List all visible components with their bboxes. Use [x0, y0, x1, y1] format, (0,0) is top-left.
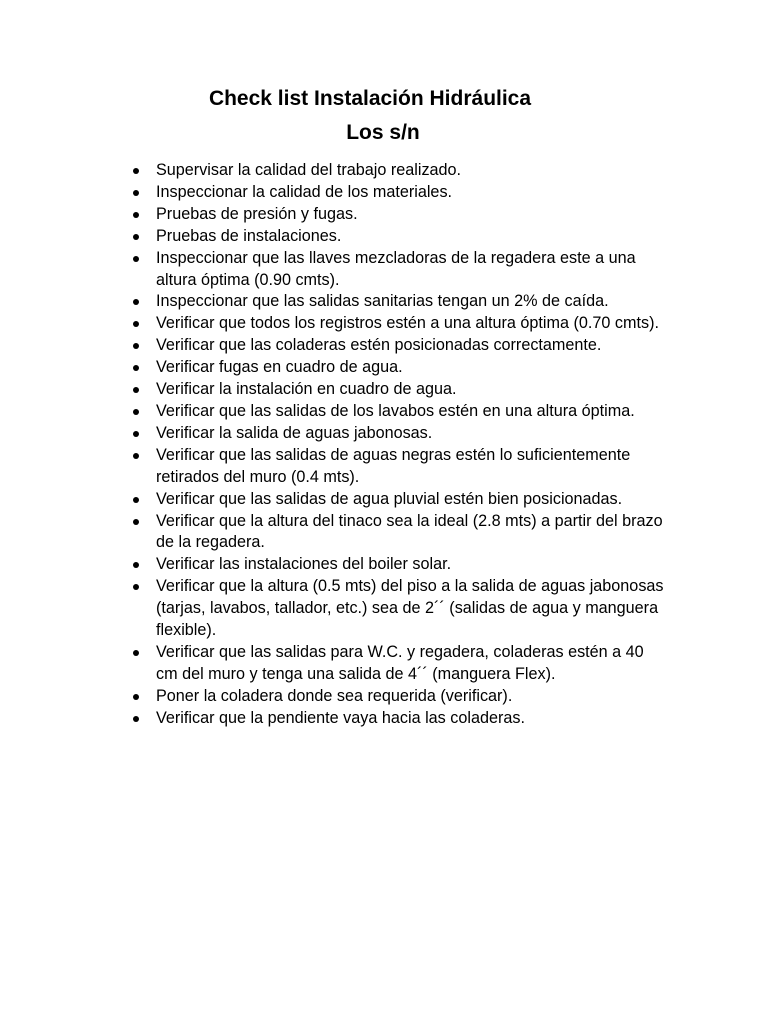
checklist — [127, 160, 667, 730]
bullet-icon — [133, 387, 139, 393]
bullet-icon — [133, 234, 139, 240]
document-subtitle: Los s/n — [346, 121, 420, 144]
list-item-text: Verificar que las salidas para W.C. y regadera, coladeras estén a 40 cm del muro y tenga una salida de 4´´ (manguera Flex). — [156, 642, 644, 683]
list-item — [127, 335, 667, 357]
bullet-icon — [133, 519, 139, 525]
list-item-text: Verificar las instalaciones del boiler solar. — [156, 555, 452, 574]
bullet-icon — [133, 650, 139, 656]
list-item-text: Pruebas de presión y fugas. — [156, 204, 358, 223]
list-item — [127, 226, 667, 248]
list-item-text: Verificar que las salidas de aguas negras estén lo suficientemente retirados del muro (0.4 mts). — [156, 445, 631, 486]
list-item — [127, 313, 667, 335]
list-item-text: Verificar que la altura (0.5 mts) del piso a la salida de aguas jabonosas (tarjas, lavabos, tallador, etc.) sea de 2´´ (salidas de agua y manguera flexible). — [156, 577, 664, 640]
bullet-icon — [133, 497, 139, 503]
list-item-text: Verificar la salida de aguas jabonosas. — [156, 423, 433, 442]
bullet-icon — [133, 431, 139, 437]
bullet-icon — [133, 562, 139, 568]
bullet-icon — [133, 190, 139, 196]
list-item — [127, 708, 667, 730]
bullet-icon — [133, 453, 139, 459]
list-item-text: Inspeccionar que las llaves mezcladoras de la regadera este a una altura óptima (0.90 cmts). — [156, 248, 636, 289]
list-item-text: Verificar que la altura del tinaco sea la ideal (2.8 mts) a partir del brazo de la regadera. — [156, 511, 663, 552]
list-item — [127, 248, 667, 292]
list-item — [127, 357, 667, 379]
list-item-text: Inspeccionar que las salidas sanitarias tengan un 2% de caída. — [156, 292, 609, 311]
list-item-text: Verificar fugas en cuadro de agua. — [156, 358, 403, 377]
document-title: Check list Instalación Hidráulica — [208, 87, 532, 110]
list-item — [127, 423, 667, 445]
list-item-text: Verificar la instalación en cuadro de agua. — [156, 380, 457, 399]
list-item — [127, 489, 667, 511]
list-item — [127, 379, 667, 401]
list-item-text: Inspeccionar la calidad de los materiales. — [156, 182, 453, 201]
list-item — [127, 642, 667, 686]
list-item-text: Poner la coladera donde sea requerida (verificar). — [156, 686, 513, 705]
bullet-icon — [133, 409, 139, 415]
list-item — [127, 204, 667, 226]
list-item — [127, 511, 667, 555]
bullet-icon — [133, 212, 139, 218]
bullet-icon — [133, 365, 139, 371]
list-item-text: Verificar que las coladeras estén posicionadas correctamente. — [156, 336, 602, 355]
bullet-icon — [133, 321, 139, 327]
bullet-icon — [133, 256, 139, 262]
list-item-text: Verificar que la pendiente vaya hacia las coladeras. — [156, 708, 525, 727]
list-item — [127, 401, 667, 423]
bullet-icon — [133, 584, 139, 590]
list-item — [127, 160, 667, 182]
list-item — [127, 554, 667, 576]
list-item-text: Verificar que las salidas de los lavabos estén en una altura óptima. — [156, 401, 635, 420]
list-item — [127, 576, 667, 642]
bullet-icon — [133, 694, 139, 700]
list-item — [127, 445, 667, 489]
list-item — [127, 182, 667, 204]
list-item-text: Supervisar la calidad del trabajo realizado. — [156, 161, 462, 179]
list-item-text: Pruebas de instalaciones. — [156, 226, 342, 245]
bullet-icon — [133, 343, 139, 349]
list-item — [127, 291, 667, 313]
list-item-text: Verificar que todos los registros estén a una altura óptima (0.70 cmts). — [156, 314, 659, 333]
bullet-icon — [133, 168, 139, 174]
list-item — [127, 686, 667, 708]
bullet-icon — [133, 299, 139, 305]
bullet-icon — [133, 716, 139, 722]
list-item-text: Verificar que las salidas de agua pluvial estén bien posicionadas. — [156, 489, 623, 508]
